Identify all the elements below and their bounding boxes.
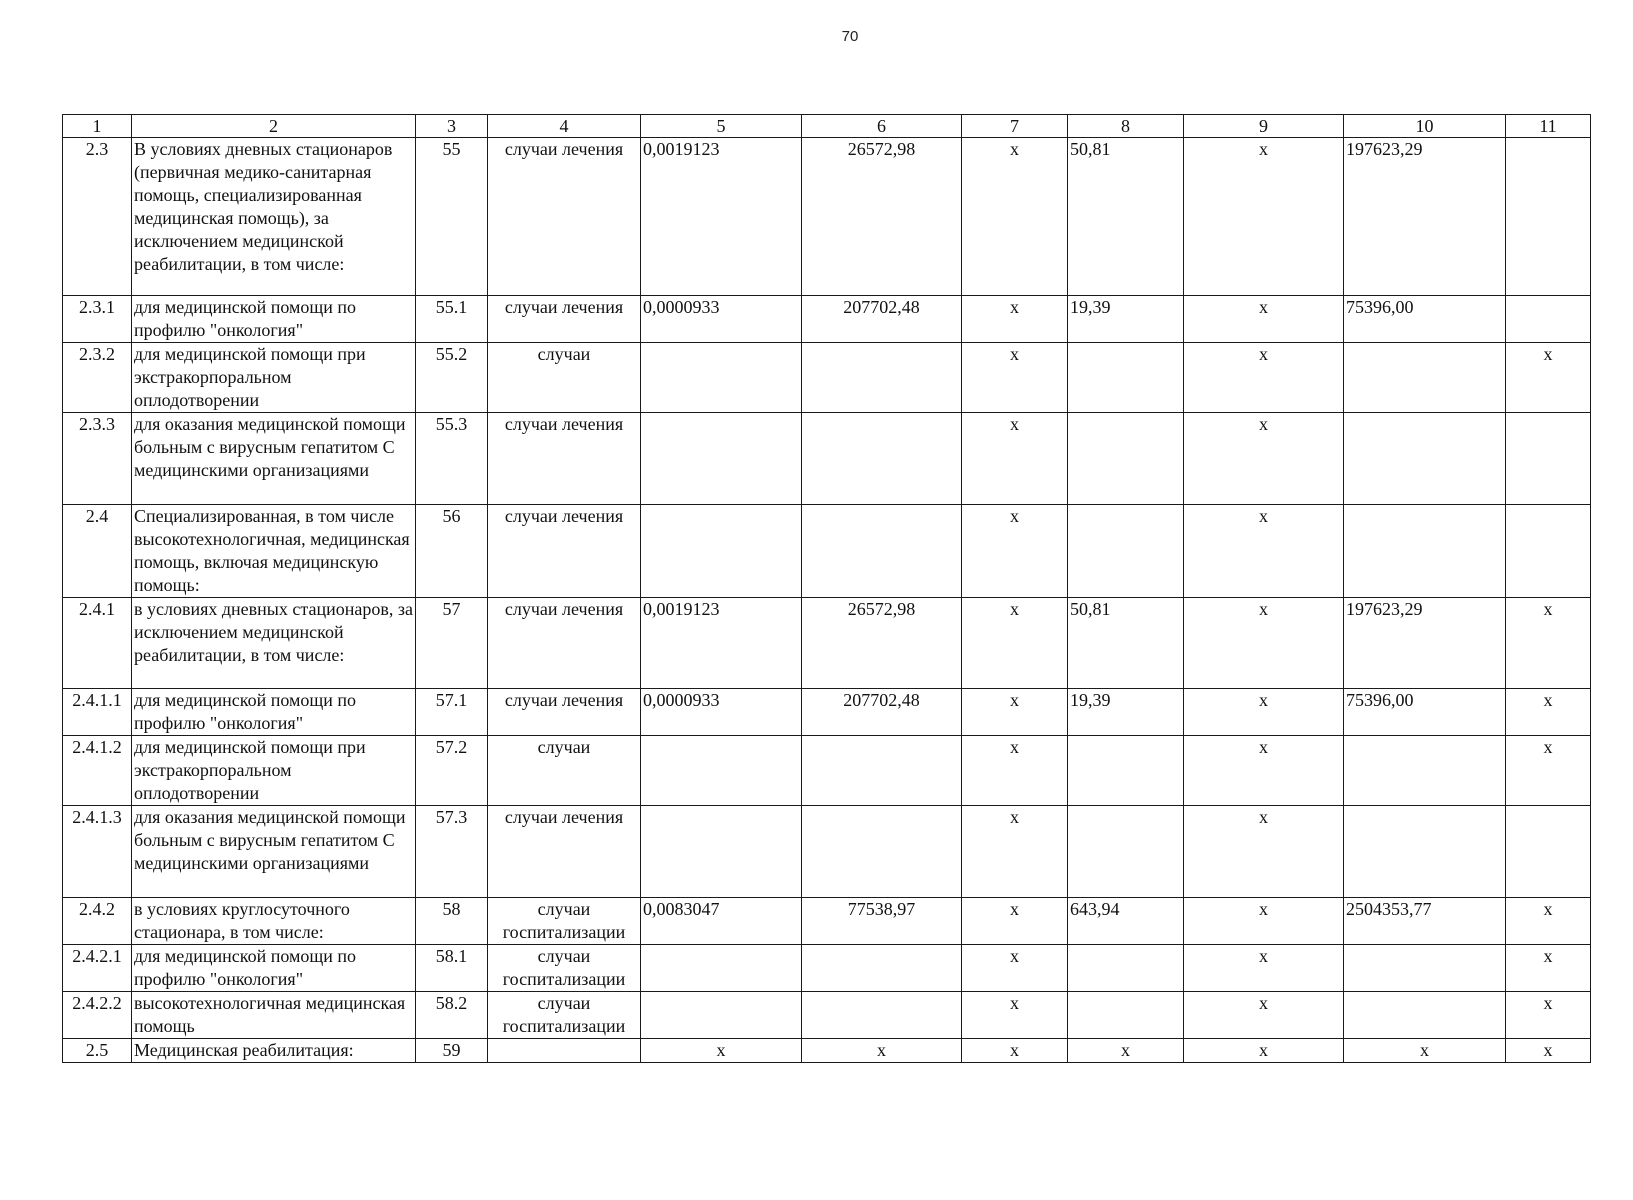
table-row (63, 806, 1591, 898)
cell-cost-norm (802, 806, 962, 898)
cell-col11 (1506, 505, 1591, 598)
cell-line-code: 58 (416, 898, 488, 945)
cell-cost-norm (802, 945, 962, 992)
header-cell-3: 3 (416, 115, 488, 138)
cell-col7: х (962, 296, 1068, 343)
cell-col11: х (1506, 598, 1591, 689)
cell-row-name: высокотехнологичная медицинская помощь (132, 992, 416, 1039)
cell-col9: х (1184, 598, 1344, 689)
header-cell-11: 11 (1506, 115, 1591, 138)
cell-row-name: в условиях круглосуточного стационара, в том числе: (132, 898, 416, 945)
cell-cost-norm: 26572,98 (802, 138, 962, 296)
cell-total-cost (1344, 945, 1506, 992)
cell-unit: случаи лечения (488, 689, 641, 736)
cell-row-name: для медицинской помощи по профилю "онкология" (132, 689, 416, 736)
cell-row-number: 2.4.2.2 (63, 992, 132, 1039)
cell-volume-norm: 0,0019123 (641, 598, 802, 689)
header-cell-10: 10 (1344, 115, 1506, 138)
cell-per-capita: 50,81 (1068, 138, 1184, 296)
cell-per-capita: 19,39 (1068, 689, 1184, 736)
table-row (63, 598, 1591, 689)
table-row (63, 1039, 1591, 1063)
table-row (63, 505, 1591, 598)
cell-per-capita: х (1068, 1039, 1184, 1063)
cell-row-name: для оказания медицинской помощи больным с вирусным гепатитом С медицинскими организациями (132, 413, 416, 505)
cell-col11 (1506, 806, 1591, 898)
cell-col11 (1506, 296, 1591, 343)
table-row (63, 138, 1591, 296)
cell-cost-norm: 207702,48 (802, 296, 962, 343)
table-row (63, 296, 1591, 343)
cell-per-capita (1068, 992, 1184, 1039)
cell-line-code: 58.1 (416, 945, 488, 992)
cell-row-number: 2.3.1 (63, 296, 132, 343)
cell-col7: х (962, 898, 1068, 945)
header-cell-2: 2 (132, 115, 416, 138)
cell-line-code: 55 (416, 138, 488, 296)
cell-unit: случаи лечения (488, 806, 641, 898)
cell-unit: случаи лечения (488, 598, 641, 689)
cell-row-name: для медицинской помощи при экстракорпоральном оплодотворении (132, 343, 416, 413)
table-row (63, 898, 1591, 945)
cell-col9: х (1184, 992, 1344, 1039)
cell-cost-norm (802, 343, 962, 413)
cell-per-capita: 643,94 (1068, 898, 1184, 945)
cell-total-cost: 75396,00 (1344, 689, 1506, 736)
data-table (62, 114, 1591, 1063)
cell-unit: случаи госпитализации (488, 992, 641, 1039)
header-cell-4: 4 (488, 115, 641, 138)
cell-col7: х (962, 343, 1068, 413)
cell-volume-norm (641, 505, 802, 598)
cell-total-cost (1344, 343, 1506, 413)
cell-volume-norm: 0,0083047 (641, 898, 802, 945)
cell-line-code: 58.2 (416, 992, 488, 1039)
cell-unit: случаи (488, 736, 641, 806)
cell-total-cost (1344, 992, 1506, 1039)
cell-total-cost (1344, 806, 1506, 898)
cell-unit: случаи (488, 343, 641, 413)
cell-total-cost (1344, 413, 1506, 505)
cell-cost-norm (802, 736, 962, 806)
cell-col7: х (962, 505, 1068, 598)
cell-row-number: 2.3.3 (63, 413, 132, 505)
cell-row-number: 2.3.2 (63, 343, 132, 413)
cell-col7: х (962, 598, 1068, 689)
cell-volume-norm (641, 992, 802, 1039)
cell-per-capita (1068, 736, 1184, 806)
table-row (63, 689, 1591, 736)
cell-total-cost: х (1344, 1039, 1506, 1063)
cell-col9: х (1184, 296, 1344, 343)
cell-cost-norm (802, 413, 962, 505)
cell-volume-norm (641, 736, 802, 806)
cell-volume-norm (641, 945, 802, 992)
cell-line-code: 55.2 (416, 343, 488, 413)
cell-cost-norm: 207702,48 (802, 689, 962, 736)
cell-volume-norm (641, 413, 802, 505)
cell-col11: х (1506, 1039, 1591, 1063)
cell-col7: х (962, 1039, 1068, 1063)
cell-total-cost: 197623,29 (1344, 598, 1506, 689)
cell-line-code: 57 (416, 598, 488, 689)
cell-unit (488, 1039, 641, 1063)
cell-volume-norm: х (641, 1039, 802, 1063)
cell-per-capita (1068, 343, 1184, 413)
cell-col9: х (1184, 736, 1344, 806)
cell-unit: случаи лечения (488, 296, 641, 343)
cell-row-number: 2.4.1.1 (63, 689, 132, 736)
cell-row-number: 2.5 (63, 1039, 132, 1063)
cell-unit: случаи лечения (488, 138, 641, 296)
cell-col7: х (962, 689, 1068, 736)
cell-unit: случаи лечения (488, 505, 641, 598)
cell-col11: х (1506, 736, 1591, 806)
cell-cost-norm (802, 505, 962, 598)
cell-per-capita (1068, 505, 1184, 598)
cell-cost-norm: х (802, 1039, 962, 1063)
cell-unit: случаи госпитализации (488, 898, 641, 945)
cell-line-code: 59 (416, 1039, 488, 1063)
header-cell-9: 9 (1184, 115, 1344, 138)
header-cell-5: 5 (641, 115, 802, 138)
cell-line-code: 56 (416, 505, 488, 598)
cell-col9: х (1184, 343, 1344, 413)
cell-line-code: 57.3 (416, 806, 488, 898)
cell-row-number: 2.4.1 (63, 598, 132, 689)
cell-line-code: 55.3 (416, 413, 488, 505)
cell-col7: х (962, 806, 1068, 898)
cell-row-name: для оказания медицинской помощи больным с вирусным гепатитом С медицинскими организациями (132, 806, 416, 898)
cell-row-number: 2.4 (63, 505, 132, 598)
cell-per-capita (1068, 413, 1184, 505)
cell-volume-norm: 0,0000933 (641, 689, 802, 736)
cell-total-cost: 197623,29 (1344, 138, 1506, 296)
cell-col11: х (1506, 945, 1591, 992)
cell-cost-norm: 26572,98 (802, 598, 962, 689)
cell-line-code: 55.1 (416, 296, 488, 343)
cell-total-cost: 75396,00 (1344, 296, 1506, 343)
cell-col11: х (1506, 343, 1591, 413)
cell-row-name: В условиях дневных стационаров (первичная медико-санитарная помощь, специализированная медицинская помощь), за исключением медицинской реабилитации, в том числе: (132, 138, 416, 296)
cell-col7: х (962, 992, 1068, 1039)
cell-line-code: 57.1 (416, 689, 488, 736)
header-cell-6: 6 (802, 115, 962, 138)
cell-row-name: для медицинской помощи по профилю "онкология" (132, 296, 416, 343)
cell-per-capita (1068, 806, 1184, 898)
cell-col7: х (962, 413, 1068, 505)
table-row (63, 413, 1591, 505)
cell-per-capita (1068, 945, 1184, 992)
cell-col11: х (1506, 992, 1591, 1039)
cell-col11: х (1506, 689, 1591, 736)
header-cell-8: 8 (1068, 115, 1184, 138)
cell-col9: х (1184, 1039, 1344, 1063)
table-row (63, 343, 1591, 413)
cell-unit: случаи госпитализации (488, 945, 641, 992)
cell-row-number: 2.4.1.3 (63, 806, 132, 898)
cell-volume-norm: 0,0000933 (641, 296, 802, 343)
cell-row-name: Специализированная, в том числе высокотехнологичная, медицинская помощь, включая медицинскую помощь: (132, 505, 416, 598)
cell-per-capita: 50,81 (1068, 598, 1184, 689)
cell-col9: х (1184, 898, 1344, 945)
table-row (63, 945, 1591, 992)
cell-unit: случаи лечения (488, 413, 641, 505)
cell-row-number: 2.4.2 (63, 898, 132, 945)
cell-col9: х (1184, 806, 1344, 898)
cell-cost-norm (802, 992, 962, 1039)
cell-volume-norm (641, 806, 802, 898)
table-row (63, 736, 1591, 806)
cell-col9: х (1184, 505, 1344, 598)
cell-total-cost: 2504353,77 (1344, 898, 1506, 945)
cell-row-name: для медицинской помощи при экстракорпоральном оплодотворении (132, 736, 416, 806)
cell-col9: х (1184, 413, 1344, 505)
cell-total-cost (1344, 505, 1506, 598)
cell-col11: х (1506, 898, 1591, 945)
cell-volume-norm: 0,0019123 (641, 138, 802, 296)
page-number: 70 (841, 28, 859, 45)
cell-row-name: для медицинской помощи по профилю "онкология" (132, 945, 416, 992)
cell-col9: х (1184, 945, 1344, 992)
cell-line-code: 57.2 (416, 736, 488, 806)
cell-col11 (1506, 413, 1591, 505)
header-cell-1: 1 (63, 115, 132, 138)
cell-row-number: 2.4.1.2 (63, 736, 132, 806)
cell-col7: х (962, 736, 1068, 806)
cell-cost-norm: 77538,97 (802, 898, 962, 945)
cell-col11 (1506, 138, 1591, 296)
cell-volume-norm (641, 343, 802, 413)
cell-row-number: 2.3 (63, 138, 132, 296)
cell-col9: х (1184, 138, 1344, 296)
cell-col7: х (962, 945, 1068, 992)
cell-col9: х (1184, 689, 1344, 736)
cell-row-number: 2.4.2.1 (63, 945, 132, 992)
cell-total-cost (1344, 736, 1506, 806)
cell-row-name: Медицинская реабилитация: (132, 1039, 416, 1063)
cell-col7: х (962, 138, 1068, 296)
header-cell-7: 7 (962, 115, 1068, 138)
cell-row-name: в условиях дневных стационаров, за исключением медицинской реабилитации, в том числе: (132, 598, 416, 689)
header-row (63, 115, 1591, 138)
cell-per-capita: 19,39 (1068, 296, 1184, 343)
table-row (63, 992, 1591, 1039)
